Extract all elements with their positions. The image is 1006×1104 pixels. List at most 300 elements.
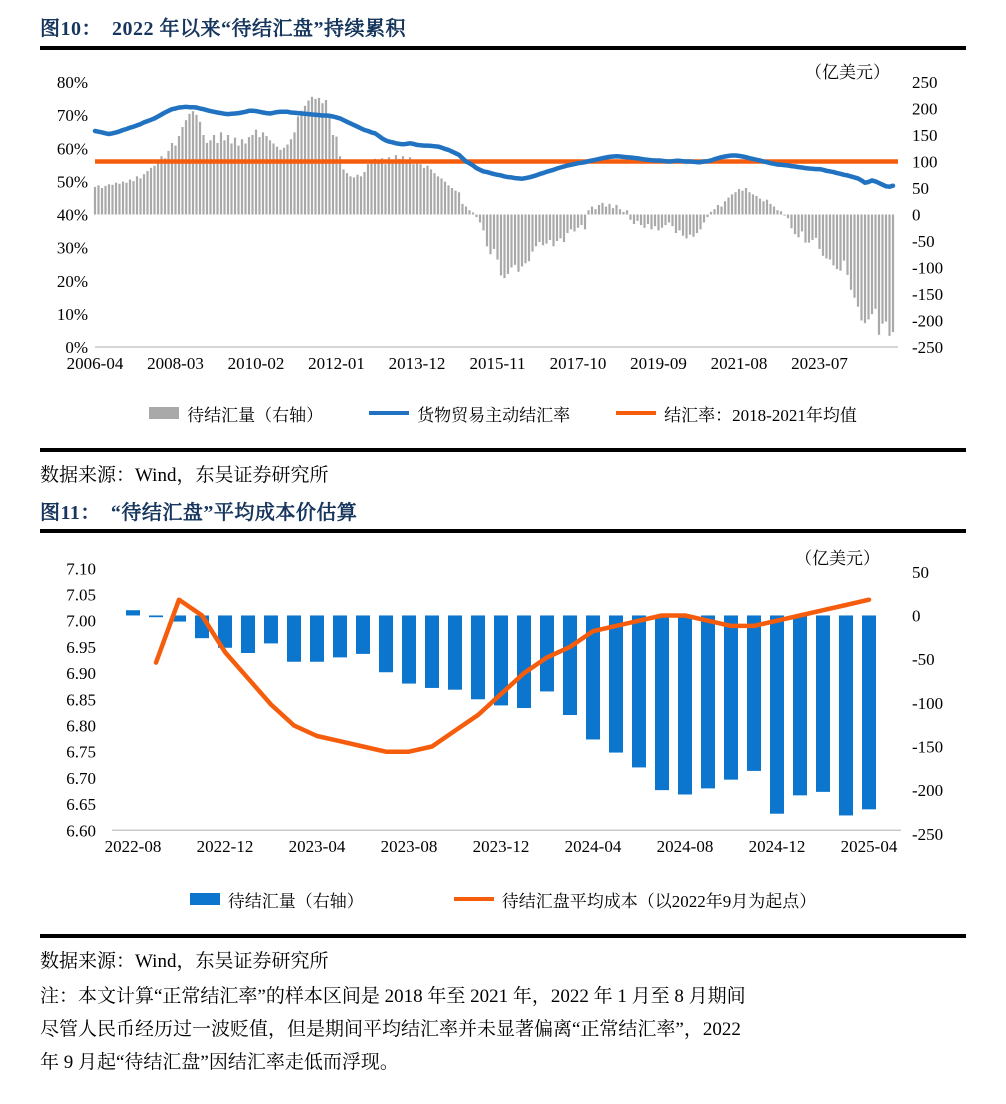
bar <box>853 215 855 298</box>
bar <box>493 215 495 249</box>
x-axis-tick: 2008-03 <box>147 354 204 373</box>
bar <box>545 215 547 244</box>
bar <box>692 215 694 237</box>
bar <box>223 140 225 214</box>
bar <box>699 215 701 230</box>
bar <box>321 103 323 214</box>
bar <box>643 215 645 228</box>
bar <box>195 115 197 215</box>
x-axis-tick: 2022-08 <box>104 837 162 856</box>
right-axis-tick: 50 <box>912 562 929 582</box>
bar <box>612 208 614 214</box>
bar <box>384 164 386 214</box>
bar <box>524 215 526 264</box>
bar <box>843 215 845 261</box>
bar <box>108 184 110 214</box>
bar <box>797 215 799 238</box>
bar <box>339 156 341 214</box>
right-axis-unit-label: （亿美元） <box>795 549 880 568</box>
bar <box>552 215 554 247</box>
bar <box>423 168 425 215</box>
bar <box>255 130 257 215</box>
footnote <box>40 980 975 1079</box>
bar <box>220 132 222 214</box>
bar <box>451 188 453 215</box>
bar <box>402 615 416 683</box>
right-axis-tick: 150 <box>912 126 938 145</box>
bar <box>770 615 784 813</box>
x-axis-tick: 2024-04 <box>564 837 622 856</box>
bar <box>216 143 218 215</box>
x-axis-tick: 2010-02 <box>227 354 285 373</box>
bar <box>157 162 159 215</box>
bar <box>632 615 646 767</box>
bar <box>297 116 299 214</box>
figure11-label: 图11： <box>40 502 101 524</box>
bar <box>416 162 418 215</box>
bar <box>846 215 848 275</box>
bar <box>710 212 712 215</box>
left-axis-tick: 40% <box>56 205 88 225</box>
bar <box>115 183 117 215</box>
bar <box>146 171 148 214</box>
bar <box>244 143 246 214</box>
x-axis-tick: 2023-12 <box>472 837 530 856</box>
bar <box>745 188 747 215</box>
bar <box>471 615 485 699</box>
section-divider <box>40 529 966 533</box>
legend-label: 待结汇量（右轴） <box>187 405 324 425</box>
left-axis-tick: 10% <box>56 304 88 324</box>
bar <box>801 215 803 232</box>
bar <box>727 198 729 215</box>
left-axis-tick: 7.00 <box>66 611 96 631</box>
bar <box>752 194 754 214</box>
bar <box>367 164 369 214</box>
figure11-legend <box>0 884 1006 914</box>
bar <box>185 120 187 214</box>
bar <box>248 137 250 214</box>
bar <box>132 181 134 214</box>
bar <box>349 176 351 214</box>
right-axis-tick: 200 <box>912 99 938 119</box>
bar <box>356 175 358 215</box>
bar <box>468 210 470 214</box>
right-axis-tick: 250 <box>912 73 938 92</box>
bar <box>514 215 516 265</box>
bar <box>563 215 565 243</box>
figure10-label: 图10： <box>40 18 102 40</box>
x-axis-tick: 2025-04 <box>840 837 898 856</box>
average-cost-line <box>156 600 869 752</box>
bar <box>734 192 736 214</box>
legend-item <box>454 887 817 912</box>
bar <box>773 207 775 215</box>
bar <box>769 204 771 215</box>
bar <box>850 215 852 290</box>
bar <box>264 615 278 643</box>
legend-line-swatch <box>454 897 494 902</box>
bar <box>622 212 624 215</box>
right-axis-tick: -100 <box>912 693 944 713</box>
bar <box>332 135 334 215</box>
left-axis-tick: 6.75 <box>66 742 96 762</box>
bar <box>479 215 481 223</box>
bar <box>136 176 138 214</box>
figure10-heading <box>40 12 406 41</box>
bar <box>573 215 575 232</box>
bar <box>150 168 152 215</box>
bar <box>269 140 271 214</box>
x-axis-tick: 2023-08 <box>380 837 438 856</box>
bar <box>836 215 838 270</box>
bar <box>202 135 204 215</box>
figure11-heading <box>40 496 357 525</box>
bar <box>258 137 260 214</box>
bar <box>804 215 806 243</box>
bar <box>209 140 211 214</box>
legend-line-swatch <box>616 411 656 416</box>
bar <box>731 194 733 214</box>
bar <box>181 127 183 214</box>
bar <box>766 200 768 215</box>
bar <box>444 182 446 215</box>
bar <box>762 201 764 214</box>
bar <box>122 182 124 215</box>
legend-item <box>616 401 857 426</box>
bar <box>647 215 649 225</box>
bar <box>199 122 201 215</box>
bar <box>458 192 460 214</box>
bar <box>703 215 705 223</box>
bar <box>342 169 344 214</box>
x-axis-tick: 2013-12 <box>388 354 446 373</box>
bar <box>829 215 831 260</box>
section-divider <box>40 448 966 452</box>
left-axis-tick: 50% <box>56 172 88 192</box>
bar <box>822 215 824 256</box>
bar <box>885 215 887 322</box>
bar <box>566 215 568 234</box>
bar <box>377 163 379 215</box>
bar <box>111 185 113 215</box>
bar <box>839 615 853 815</box>
bar <box>171 143 173 215</box>
bar <box>808 215 810 243</box>
bar <box>867 215 869 320</box>
bar <box>465 207 467 215</box>
bar <box>101 188 103 215</box>
left-axis-tick: 0% <box>65 338 88 357</box>
bar <box>433 173 435 214</box>
figure10-chart <box>0 58 1006 394</box>
bar <box>706 215 708 218</box>
left-axis-tick: 6.80 <box>66 716 96 736</box>
bar <box>265 136 267 214</box>
bar <box>237 146 239 215</box>
bar <box>748 192 750 214</box>
bar <box>668 215 670 223</box>
right-axis-tick: -50 <box>912 232 935 251</box>
bar <box>629 215 631 220</box>
bar <box>381 158 383 214</box>
figure10-title: 2022 年以来“待结汇盘”持续累积 <box>112 18 406 40</box>
bar <box>619 209 621 214</box>
bar <box>538 215 540 243</box>
bar <box>160 156 162 214</box>
bar <box>356 615 370 653</box>
bar <box>689 215 691 235</box>
bar <box>118 184 120 215</box>
bar <box>426 166 428 215</box>
bar <box>363 172 365 214</box>
bar <box>682 215 684 236</box>
bar <box>528 215 530 262</box>
bar <box>388 157 390 214</box>
bar <box>640 215 642 226</box>
bar <box>717 205 719 215</box>
figure10-legend <box>0 398 1006 428</box>
bar <box>391 162 393 215</box>
left-axis-tick: 6.65 <box>66 795 96 815</box>
bar <box>517 615 531 708</box>
bar <box>741 191 743 215</box>
bar <box>724 201 726 214</box>
bar <box>724 615 738 779</box>
right-axis-tick: -150 <box>912 285 944 304</box>
bar <box>857 215 859 307</box>
figure11-title: “待结汇盘”平均成本价估算 <box>110 502 358 524</box>
left-axis-tick: 6.85 <box>66 690 96 710</box>
bar <box>577 215 579 228</box>
bar <box>409 157 411 214</box>
footnote-line: 年 9 月起“待结汇盘”因结汇率走低而浮现。 <box>40 1052 399 1073</box>
bar <box>608 204 610 215</box>
bar <box>486 215 488 247</box>
right-axis-tick: -50 <box>912 650 935 670</box>
bar <box>556 215 558 242</box>
bar <box>290 139 292 214</box>
bar <box>395 155 397 214</box>
bar <box>188 114 190 215</box>
bar <box>570 215 572 230</box>
bar <box>535 215 537 247</box>
bar <box>832 215 834 266</box>
bar <box>542 215 544 246</box>
left-axis-tick: 70% <box>56 106 88 126</box>
bar <box>811 215 813 240</box>
legend-item <box>149 401 323 426</box>
bar <box>213 135 215 215</box>
bar <box>360 176 362 214</box>
x-axis-tick: 2023-04 <box>288 837 346 856</box>
bar <box>563 615 577 715</box>
bar <box>816 615 830 791</box>
bar <box>440 178 442 214</box>
left-axis-tick: 7.10 <box>66 559 96 579</box>
bar <box>783 215 785 216</box>
bar <box>251 135 253 215</box>
bar <box>598 205 600 215</box>
bar <box>419 164 421 214</box>
bar <box>794 215 796 235</box>
right-axis-tick: -100 <box>912 258 944 278</box>
bar <box>272 143 274 214</box>
bar <box>370 162 372 215</box>
bar <box>615 205 617 215</box>
bar <box>531 215 533 252</box>
bar <box>685 215 687 239</box>
bar <box>230 143 232 214</box>
bar <box>864 215 866 324</box>
bar <box>94 187 96 215</box>
right-axis-tick: -150 <box>912 737 944 757</box>
bar <box>755 196 757 215</box>
bar <box>871 215 873 315</box>
legend-item <box>190 887 364 912</box>
bar <box>379 615 393 672</box>
bar <box>587 210 589 214</box>
bar <box>881 215 883 324</box>
bar <box>609 615 623 752</box>
bar <box>678 615 692 794</box>
bar <box>521 215 523 267</box>
bar <box>489 215 491 255</box>
bar <box>143 174 145 214</box>
bar <box>412 164 414 214</box>
pending-settlement-bars <box>94 97 894 336</box>
left-axis-tick: 30% <box>56 238 88 258</box>
legend-label: 货物贸易主动结汇率 <box>417 405 571 425</box>
left-axis-tick: 80% <box>56 73 88 92</box>
bar <box>862 615 876 809</box>
bar <box>818 215 820 249</box>
x-axis-tick: 2024-12 <box>748 837 806 856</box>
bar <box>878 215 880 335</box>
bar <box>475 215 477 218</box>
bar <box>776 210 778 214</box>
bar <box>328 114 330 215</box>
figure11-chart <box>0 540 1006 878</box>
bar <box>234 138 236 215</box>
bar <box>149 615 163 617</box>
left-axis-tick: 6.90 <box>66 664 96 684</box>
section-divider <box>40 46 966 50</box>
bar <box>549 215 551 240</box>
right-axis-tick: -250 <box>912 338 944 357</box>
bar <box>425 615 439 687</box>
left-axis-tick: 7.05 <box>66 585 96 605</box>
bar <box>430 169 432 214</box>
bar <box>482 215 484 231</box>
footnote-line: 注：本文计算“正常结汇率”的样本区间是 2018 年至 2021 年，2022 年 1 月至 8 月期间 <box>40 986 746 1007</box>
bar <box>650 215 652 230</box>
bar <box>626 210 628 214</box>
bar <box>517 215 519 272</box>
bar <box>398 159 400 215</box>
bar <box>283 148 285 215</box>
bar <box>636 215 638 221</box>
x-axis-tick: 2012-01 <box>308 354 365 373</box>
right-axis-unit-label: （亿美元） <box>805 63 890 82</box>
x-axis-tick: 2017-10 <box>549 354 607 373</box>
bar <box>97 185 99 214</box>
bar <box>333 615 347 657</box>
left-axis-tick: 20% <box>56 271 88 291</box>
bar <box>580 215 582 226</box>
bar <box>178 136 180 214</box>
bar <box>787 215 789 219</box>
x-axis-tick: 2024-08 <box>656 837 714 856</box>
bar <box>661 215 663 228</box>
right-axis-tick: -200 <box>912 311 944 331</box>
bar <box>720 207 722 215</box>
bar <box>164 158 166 214</box>
bar <box>675 215 677 234</box>
bar <box>353 177 355 214</box>
bar <box>713 209 715 214</box>
bar <box>793 615 807 795</box>
bar <box>657 215 659 231</box>
bar <box>825 215 827 259</box>
bar <box>472 212 474 214</box>
bar <box>437 176 439 214</box>
bar <box>287 615 301 661</box>
x-axis-tick: 2015-11 <box>469 354 526 373</box>
legend-label: 待结汇量（右轴） <box>227 891 364 911</box>
bar <box>780 211 782 214</box>
bar <box>738 189 740 214</box>
bar <box>447 185 449 214</box>
bar <box>888 215 890 336</box>
bar <box>678 215 680 231</box>
legend-item <box>369 401 570 426</box>
footnote-line: 尽管人民币经历过一波贬值，但是期间平均结汇率并未显著偏离“正常结汇率”，2022 <box>40 1019 741 1040</box>
bar <box>276 147 278 215</box>
bar <box>496 215 498 260</box>
bar <box>759 199 761 215</box>
figure11-source: 数据来源：Wind，东吴证券研究所 <box>40 951 329 972</box>
bar <box>655 615 669 790</box>
bar <box>286 145 288 215</box>
bar <box>262 132 264 214</box>
bar <box>126 610 140 615</box>
section-divider <box>40 934 966 938</box>
bar <box>139 178 141 214</box>
bar <box>405 160 407 214</box>
bar <box>174 146 176 215</box>
legend-bar-swatch <box>190 893 220 905</box>
bar <box>310 615 324 661</box>
bar <box>815 215 817 238</box>
bar <box>335 137 337 215</box>
bar <box>307 101 309 215</box>
bar <box>747 615 761 770</box>
bar <box>584 215 586 230</box>
bar <box>559 215 561 239</box>
left-axis-tick: 60% <box>56 139 88 159</box>
bar <box>839 215 841 271</box>
x-axis-tick: 2006-04 <box>66 354 124 373</box>
bar <box>510 215 512 268</box>
left-axis-tick: 6.70 <box>66 768 96 788</box>
figure10-source: 数据来源：Wind，东吴证券研究所 <box>40 465 329 486</box>
bar <box>448 615 462 689</box>
right-axis-tick: -250 <box>912 824 944 844</box>
bar <box>605 207 607 215</box>
bar <box>125 183 127 215</box>
x-axis-tick: 2022-12 <box>196 837 254 856</box>
